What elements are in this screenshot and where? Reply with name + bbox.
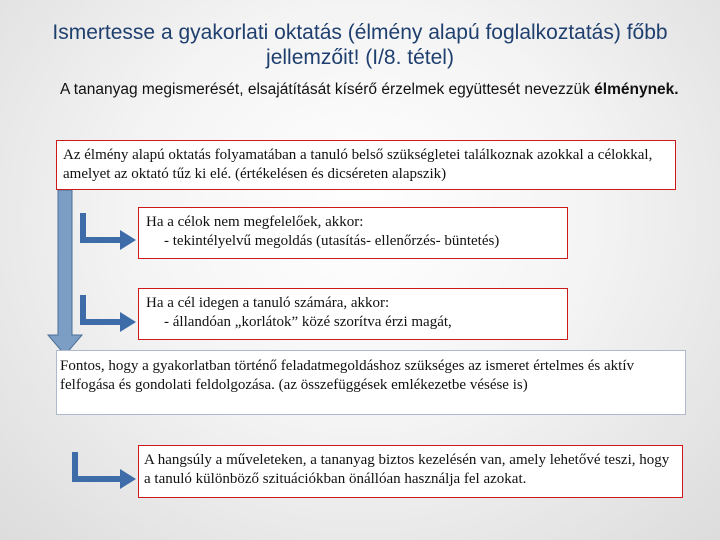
down-arrow	[48, 190, 82, 355]
important-box: Fontos, hogy a gyakorlatban történő feladatmegoldáshoz szükséges az ismeret értelmes és aktív felfogása és gondolati feldolgozása. (az összefüggések emlékezetbe vésése is)	[56, 350, 686, 415]
case-box-2	[138, 288, 568, 340]
case-2-result: - állandóan „korlátok” közé szorítva érzi magát,	[164, 314, 452, 330]
case-1-condition: Ha a célok nem megfelelőek, akkor:	[146, 214, 364, 230]
bent-arrow-1	[80, 213, 136, 250]
intro-bold: élménynek.	[594, 81, 679, 98]
case-box-1	[138, 207, 568, 259]
intro-plain: A tananyag megismerését, elsajátítását kísérő érzelmek együttesét nevezzük	[60, 81, 595, 98]
emphasis-box: A hangsúly a műveleteken, a tananyag biztos kezelésén van, amely lehetővé teszi, hogy a tanuló különböző szituációkban önállóan használja fel azokat.	[138, 445, 683, 498]
case-1-result: - tekintélyelvű megoldás (utasítás- ellenőrzés- büntetés)	[164, 233, 500, 249]
case-2-condition: Ha a cél idegen a tanuló számára, akkor:	[146, 295, 390, 311]
slide-title: Ismertesse a gyakorlati oktatás (élmény alapú foglalkoztatás) főbb jellemzőit! (I/8. tétel)	[52, 21, 668, 69]
main-statement-box: Az élmény alapú oktatás folyamatában a tanuló belső szükségletei találkoznak azokkal a célokkal, amelyet az oktató tűz ki elé. (értékelésen és dicséreten alapszik)	[56, 140, 676, 190]
intro-text	[60, 80, 680, 99]
bent-arrow-3	[72, 452, 136, 489]
bent-arrow-2	[80, 295, 136, 332]
